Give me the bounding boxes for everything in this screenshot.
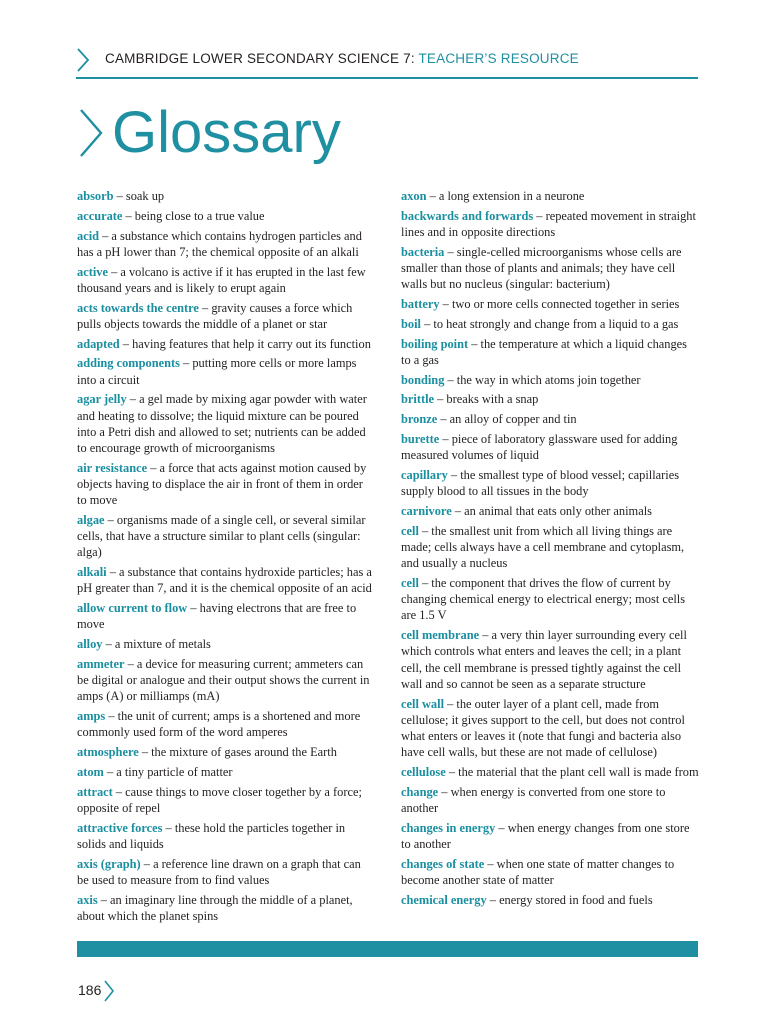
page-title-text: Glossary: [112, 100, 341, 165]
glossary-definition: – gravity causes a force which pulls objects towards the middle of a planet or star: [77, 300, 353, 331]
glossary-entry: [401, 575, 699, 624]
glossary-term: capillary: [401, 467, 448, 482]
glossary-definition: – the way in which atoms join together: [444, 372, 641, 387]
glossary-term: burette: [401, 431, 440, 446]
glossary-definition: – the smallest unit from which all living things are made; cells always have a cell membrane and cytoplasm, and usually a nucleus: [401, 523, 685, 571]
glossary-term: air resistance: [77, 460, 148, 475]
glossary-definition: – a device for measuring current; ammeters can be digital or analogue and their output shows the current in amps (A) or milliamps (mA): [77, 657, 370, 704]
glossary-term: change: [401, 784, 439, 799]
glossary-definition: – repeated movement in straight lines and in opposite directions: [401, 208, 696, 239]
glossary-term: attractive forces: [77, 820, 163, 835]
glossary-definition: – an alloy of copper and tin: [437, 412, 577, 427]
glossary-term: boil: [401, 316, 421, 331]
glossary-definition: – a very thin layer surrounding every cell which controls what enters and leaves the cell; in a plant cell, the cell membrane is pressed tightly against the cell wall and so cannot be seen as a separate structure: [401, 628, 687, 691]
glossary-definition: – an imaginary line through the middle of a planet, about which the planet spins: [77, 892, 353, 923]
glossary-term: amps: [77, 709, 106, 724]
glossary-entry: [401, 696, 699, 761]
glossary-definition: – a reference line drawn on a graph that can be used to measure from to find values: [77, 856, 361, 887]
glossary-term: changes of state: [401, 856, 485, 871]
glossary-definition: – a volcano is active if it has erupted in the last few thousand years and is likely to erupt again: [77, 264, 366, 295]
glossary-term: cell: [401, 523, 419, 538]
glossary-definition: – these hold the particles together in solids and liquids: [77, 820, 346, 851]
glossary-entry: [77, 300, 373, 332]
glossary-column-right: [401, 188, 699, 912]
glossary-term: alkali: [77, 565, 107, 580]
glossary-entry: [77, 188, 373, 204]
header-resource: TEACHER’S RESOURCE: [418, 51, 579, 66]
glossary-definition: – breaks with a snap: [434, 392, 539, 407]
glossary-entry: [77, 744, 373, 760]
glossary-definition: – a force that acts against motion caused by objects having to displace the air in front of them in order to move: [77, 460, 367, 508]
glossary-entry: [77, 564, 373, 596]
glossary-definition: – the outer layer of a plant cell, made from cellulose; it gives support to the cell, but does not control what enters or leaves it (note that fungi and bacteria also have cell walls, but these are not made of cellulose): [401, 696, 685, 760]
glossary-term: chemical energy: [401, 892, 487, 907]
glossary-term: atmosphere: [77, 745, 139, 760]
chevron-right-icon: [76, 48, 90, 72]
glossary-term: attract: [77, 784, 113, 799]
glossary-term: cell wall: [401, 696, 445, 711]
glossary-definition: – the mixture of gases around the Earth: [138, 745, 337, 760]
glossary-definition: – a long extension in a neurone: [426, 189, 585, 203]
glossary-definition: – the component that drives the flow of current by changing chemical energy to electrical energy; most cells are 1.5 V: [401, 575, 686, 623]
glossary-definition: – being close to a true value: [122, 208, 265, 223]
glossary-entry: [401, 856, 699, 888]
glossary-entry: [401, 467, 699, 499]
glossary-definition: – having features that help it carry out its function: [119, 336, 371, 351]
glossary-term: boiling point: [401, 336, 469, 351]
glossary-entry: [401, 296, 699, 312]
glossary-entry: [77, 391, 373, 456]
glossary-definition: – energy stored in food and fuels: [486, 892, 653, 907]
glossary-term: algae: [77, 513, 105, 527]
glossary-term: bronze: [401, 412, 438, 427]
header-title: [105, 51, 579, 66]
glossary-entry: [401, 503, 699, 519]
chevron-right-icon: [78, 108, 104, 158]
glossary-entry: [401, 208, 699, 240]
glossary-term: carnivore: [401, 503, 452, 518]
glossary-entry: [401, 336, 699, 368]
glossary-definition: – putting more cells or more lamps into a circuit: [77, 356, 357, 387]
glossary-term: cell membrane: [401, 628, 480, 643]
glossary-entry: [77, 636, 373, 652]
glossary-term: acts towards the centre: [77, 300, 199, 315]
glossary-term: backwards and forwards: [401, 208, 534, 223]
glossary-entry: [77, 656, 373, 705]
glossary-entry: [401, 784, 699, 816]
glossary-term: accurate: [77, 208, 123, 223]
glossary-term: changes in energy: [401, 820, 496, 835]
glossary-term: atom: [77, 765, 104, 779]
glossary-definition: – the smallest type of blood vessel; capillaries supply blood to all tissues in the body: [401, 467, 680, 499]
glossary-entry: [401, 523, 699, 572]
glossary-definition: – a substance that contains hydroxide particles; has a pH greater than 7, and it is the chemical opposite of an acid: [77, 565, 372, 596]
glossary-entry: [77, 784, 373, 816]
glossary-column-left: [77, 188, 373, 928]
glossary-entry: [401, 391, 699, 407]
glossary-term: axon: [401, 189, 427, 203]
glossary-definition: – having electrons that are free to move: [77, 601, 357, 632]
glossary-term: agar jelly: [77, 392, 127, 407]
glossary-entry: [401, 316, 699, 332]
glossary-definition: – when energy is converted from one store to another: [401, 784, 666, 815]
glossary-entry: [401, 764, 699, 780]
glossary-entry: [77, 355, 373, 387]
glossary-term: absorb: [77, 189, 114, 203]
glossary-definition: – piece of laboratory glassware used for adding measured volumes of liquid: [401, 431, 678, 463]
glossary-term: axis (graph): [77, 856, 141, 871]
glossary-entry: [77, 892, 373, 924]
glossary-term: battery: [401, 297, 440, 311]
glossary-term: bacteria: [401, 244, 445, 259]
glossary-definition: – single-celled microorganisms whose cells are smaller than those of plants and animals; they have cell walls but no nucleus (singular: bacterium): [401, 244, 682, 292]
glossary-term: acid: [77, 228, 100, 243]
glossary-entry: [77, 512, 373, 561]
glossary-entry: [401, 892, 699, 908]
glossary-definition: – two or more cells connected together in series: [439, 297, 680, 311]
page-number: 186: [78, 982, 102, 998]
running-header: [76, 46, 698, 76]
glossary-entry: [401, 627, 699, 692]
glossary-entry: [77, 208, 373, 224]
chevron-right-icon: [103, 980, 115, 1002]
glossary-entry: [77, 856, 373, 888]
glossary-term: ammeter: [77, 657, 125, 671]
header-series: CAMBRIDGE LOWER SECONDARY SCIENCE 7:: [105, 51, 415, 66]
glossary-entry: [77, 336, 373, 352]
glossary-definition: – cause things to move closer together by a force; opposite of repel: [77, 784, 362, 815]
glossary-entry: [77, 820, 373, 852]
glossary-entry: [401, 431, 699, 463]
glossary-entry: [77, 708, 373, 740]
glossary-definition: – the temperature at which a liquid changes to a gas: [401, 336, 687, 367]
glossary-definition: – soak up: [113, 189, 165, 203]
glossary-term: brittle: [401, 392, 435, 407]
glossary-entry: [77, 600, 373, 632]
glossary-definition: – the material that the plant cell wall is made from: [445, 765, 699, 779]
glossary-term: adding components: [77, 356, 180, 371]
glossary-entry: [77, 264, 373, 296]
glossary-entry: [401, 820, 699, 852]
glossary-entry: [77, 228, 373, 260]
glossary-definition: – a mixture of metals: [102, 637, 211, 652]
glossary-entry: [401, 244, 699, 293]
header-divider: [76, 77, 698, 79]
glossary-term: bonding: [401, 372, 445, 387]
glossary-definition: – to heat strongly and change from a liquid to a gas: [420, 316, 679, 331]
glossary-term: adapted: [77, 336, 120, 351]
glossary-entry: [77, 460, 373, 509]
glossary-term: allow current to flow: [77, 601, 188, 616]
glossary-term: active: [77, 264, 108, 279]
glossary-definition: – when one state of matter changes to become another state of matter: [401, 856, 675, 887]
glossary-definition: – an animal that eats only other animals: [451, 503, 652, 518]
glossary-definition: – organisms made of a single cell, or several similar cells, that have a structure similar to plant cells (singular: alga): [77, 513, 366, 560]
glossary-entry: [401, 411, 699, 427]
glossary-entry: [401, 188, 699, 204]
glossary-definition: – the unit of current; amps is a shortened and more commonly used form of the word amperes: [77, 709, 361, 740]
glossary-term: cellulose: [401, 765, 446, 779]
glossary-definition: – a substance which contains hydrogen particles and has a pH lower than 7; the chemical opposite of an alkali: [77, 228, 362, 259]
glossary-definition: – a gel made by mixing agar powder with water and heating to dissolve; the liquid mixture can be poured into a Petri dish and allowed to set; nutrients can be added to encourage growth of microorganisms: [77, 392, 367, 455]
glossary-term: axis: [77, 892, 98, 907]
glossary-definition: – a tiny particle of matter: [103, 765, 233, 779]
glossary-term: alloy: [77, 637, 103, 652]
footer-band: [77, 941, 698, 957]
glossary-entry: [401, 372, 699, 388]
glossary-entry: [77, 764, 373, 780]
glossary-definition: – when energy changes from one store to another: [401, 820, 690, 851]
glossary-term: cell: [401, 575, 419, 590]
